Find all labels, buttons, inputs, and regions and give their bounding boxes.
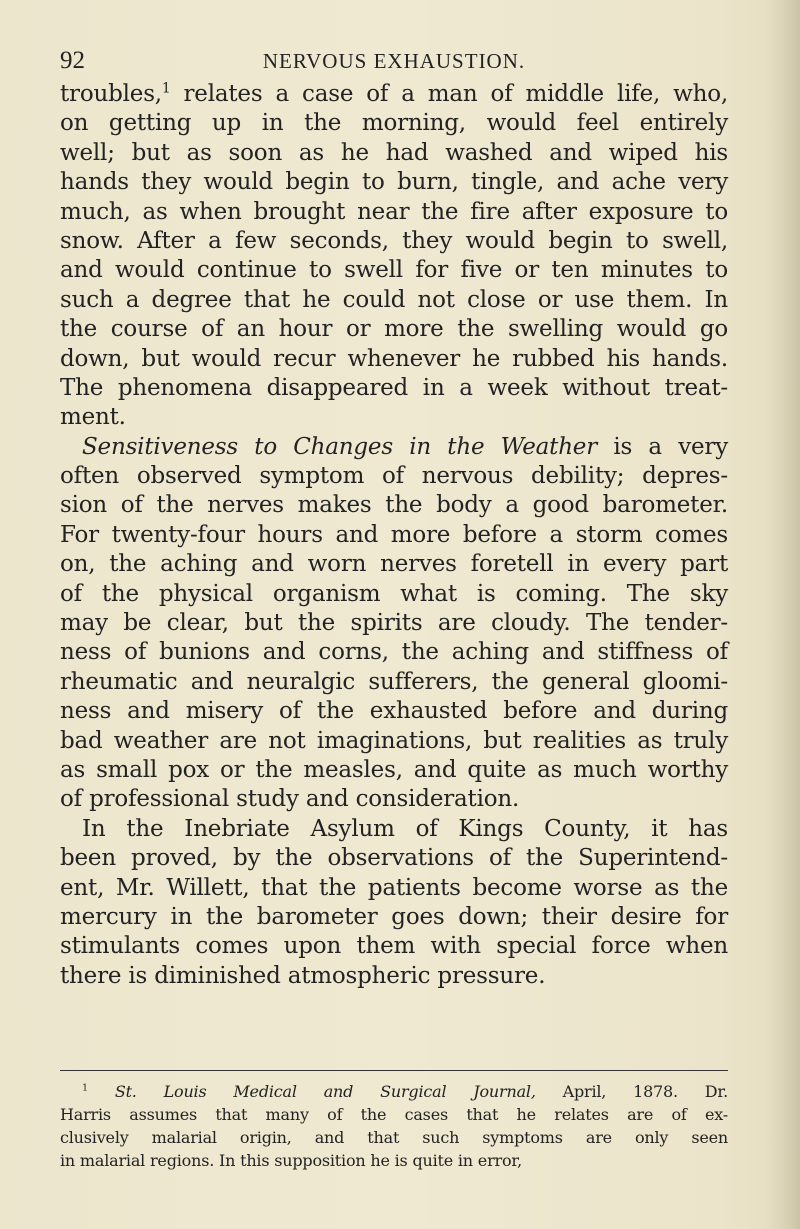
page-number: 92 [60, 47, 85, 74]
footnote-divider [60, 1070, 728, 1071]
running-title: NERVOUS EXHAUSTION. [262, 49, 526, 73]
text-line: Sensitiveness to Changes in the Weather is a very [82, 433, 728, 460]
text-line: the course of an hour or more the swelling would go [60, 316, 728, 343]
text-line: on getting up in the morning, would feel entirely [60, 110, 728, 137]
body-text [60, 80, 728, 991]
text-line: mercury in the barometer goes down; their desire for [60, 903, 728, 930]
text-line: bad weather are not imaginations, but realities as truly [60, 727, 728, 754]
text-line: ent, Mr. Willett, that the patients become worse as the [60, 874, 728, 901]
page-header [60, 46, 728, 76]
journal-title-italic: St. Louis Medical and Surgical Journal, [114, 1082, 536, 1101]
text-line: stimulants comes upon them with special force when [60, 933, 728, 960]
text-line: ness and misery of the exhausted before and during [60, 698, 728, 725]
text-line: as small pox or the measles, and quite as much worthy [60, 756, 728, 783]
text-line: of the physical organism what is coming. The sky [60, 580, 728, 607]
text-line: In the Inebriate Asylum of Kings County, it has [82, 815, 728, 842]
footnote-line: clusively malarial origin, and that such symptoms are only seen [60, 1128, 728, 1147]
text-line: The phenomena disappeared in a week without treat- [60, 374, 728, 401]
text-line: of professional study and consideration. [60, 786, 520, 813]
text-line: rheumatic and neuralgic sufferers, the general gloomi- [60, 668, 728, 695]
footnote-line: in malarial regions. In this supposition he is quite in error, [60, 1151, 522, 1170]
text-line: and would continue to swell for five or ten minutes to [60, 257, 728, 284]
text-line: often observed symptom of nervous debility; depres- [60, 463, 728, 490]
footnote-ref: 1 [161, 80, 171, 97]
text-line: much, as when brought near the fire after exposure to [60, 198, 728, 225]
footnote-marker: 1 [82, 1082, 88, 1094]
text-line: hands they would begin to burn, tingle, and ache very [60, 169, 728, 196]
section-heading-italic: Sensitiveness to Changes in the Weather [82, 433, 598, 460]
text-line: on, the aching and worn nerves foretell in every part [60, 551, 728, 578]
text-line: sion of the nerves makes the body a good barometer. [60, 492, 728, 519]
text-line: snow. After a few seconds, they would begin to swell, [60, 227, 728, 254]
text-line: may be clear, but the spirits are cloudy. The tender- [60, 610, 728, 637]
text-line: well; but as soon as he had washed and wiped his [60, 139, 728, 166]
text-line: been proved, by the observations of the Superintend- [60, 845, 728, 872]
footnote [60, 1080, 728, 1172]
text-line: troubles,$^1$ relates a case of a man of middle life, who, [60, 80, 728, 107]
text-line: For twenty-four hours and more before a storm comes [60, 521, 728, 548]
text-line: down, but would recur whenever he rubbed his hands. [60, 345, 728, 372]
footnote-line: $^1$ St. Louis Medical and Surgical Journal, April, 1878. Dr. [82, 1082, 729, 1101]
text-line: there is diminished atmospheric pressure. [60, 962, 546, 989]
footnote-line: Harris assumes that many of the cases that he relates are of ex- [60, 1105, 728, 1124]
text-line: ment. [60, 404, 126, 431]
page-edge-shadow [766, 0, 800, 1229]
text-line: ness of bunions and corns, the aching and stiffness of [60, 639, 728, 666]
text-line: such a degree that he could not close or use them. In [60, 286, 728, 313]
